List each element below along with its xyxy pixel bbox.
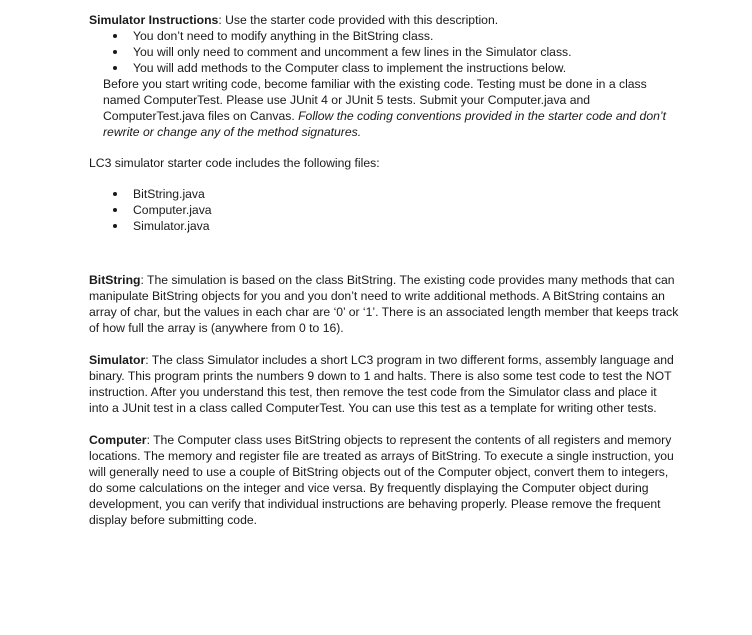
simulator-text: : The class Simulator includes a short LC3 program in two different forms, assembly language and binary. This program prints the numbers 9 down to 1 and halts. There is also some test code to test the NOT instruction. After you understand this test, then remove the test code from the Simulator class and place it into a JUnit test in a class called ComputerTest. You can use this test as a template for writing other tests.	[89, 353, 674, 415]
instructions-italic-note: Follow the coding conventions provided in the starter code and don’t rewrite or change any of the method signatures.	[103, 109, 666, 139]
instructions-body	[89, 76, 679, 140]
instructions-lead	[89, 12, 679, 28]
list-item: Computer.java	[133, 202, 679, 218]
instructions-bullet-list	[89, 28, 679, 76]
list-item: You don’t need to modify anything in the BitString class.	[133, 28, 679, 44]
simulator-instructions-section	[89, 12, 679, 140]
document-body	[89, 12, 679, 528]
instructions-heading: Simulator Instructions	[89, 13, 219, 27]
files-intro: LC3 simulator starter code includes the following files:	[89, 156, 380, 170]
list-item: You will add methods to the Computer class to implement the instructions below.	[133, 60, 679, 76]
instructions-intro: : Use the starter code provided with this description.	[218, 13, 499, 27]
computer-paragraph	[89, 432, 679, 528]
list-item: You will only need to comment and uncomment a few lines in the Simulator class.	[133, 44, 679, 60]
computer-heading: Computer	[89, 433, 147, 447]
simulator-heading: Simulator	[89, 353, 146, 367]
list-item: BitString.java	[133, 186, 679, 202]
list-item: Simulator.java	[133, 218, 679, 234]
file-list	[89, 186, 679, 234]
bitstring-paragraph	[89, 272, 679, 336]
bitstring-text: : The simulation is based on the class BitString. The existing code provides many methods that can manipulate BitString objects for you and you don’t need to write additional methods. A BitString contains an array of char, but the values in each char are ‘0’ or ‘1’. There is an associated length member that keeps track of how full the array is (anywhere from 0 to 16).	[89, 273, 679, 335]
bitstring-heading: BitString	[89, 273, 141, 287]
instructions-body-text: Before you start writing code, become familiar with the existing code. Testing must be done in a class named ComputerTest. Please use JUnit 4 or JUnit 5 tests. Submit your Computer.java and ComputerTest.java files on Canvas.	[103, 77, 647, 123]
computer-text: : The Computer class uses BitString objects to represent the contents of all registers and memory locations. The memory and register file are treated as arrays of BitString. To execute a single instruction, you will generally need to use a couple of BitString objects out of the Computer object, convert them to integers, do some calculations on the integer and vice versa. By frequently displaying the Computer object during development, you can verify that individual instructions are behaving properly. Please remove the frequent display before submitting code.	[89, 433, 674, 527]
simulator-paragraph	[89, 352, 679, 416]
